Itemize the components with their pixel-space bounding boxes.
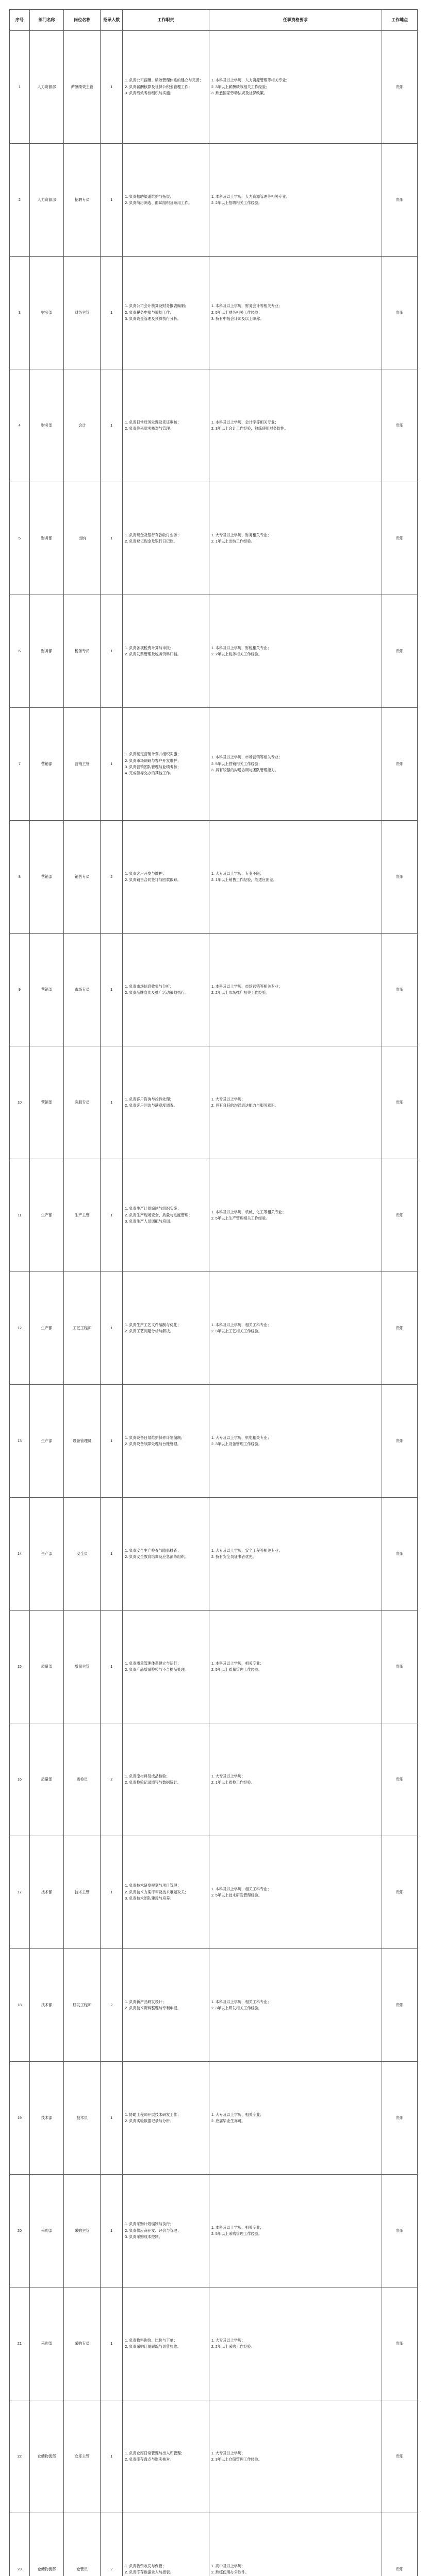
duty-line: 1. 负责技术研发规划与项目管理； xyxy=(125,1883,181,1888)
duty-line: 2. 负责产品质量检验与不合格品处理。 xyxy=(125,1667,189,1672)
cell-location: 贵阳 xyxy=(382,821,418,934)
cell-requirement xyxy=(209,2287,382,2400)
table-row xyxy=(10,1723,418,1836)
cell-requirement xyxy=(209,31,382,144)
duty-line: 3. 负责绩效考核组织与实施。 xyxy=(125,91,174,96)
duty-line: 2. 负责采购订单跟踪与到货验收。 xyxy=(125,2344,181,2349)
table-row xyxy=(10,1385,418,1498)
cell-dept: 营销部 xyxy=(29,1046,64,1159)
requirement-line: 1. 本科及以上学历，相关工科专业； xyxy=(211,1999,271,2004)
cell-position: 生产主管 xyxy=(64,1159,101,1272)
cell-dept: 生产部 xyxy=(29,1159,64,1272)
cell-location: 贵阳 xyxy=(382,369,418,482)
cell-seq: 23 xyxy=(10,2513,30,2576)
duty-line: 1. 负责生产计划编制与组织实施； xyxy=(125,1206,181,1211)
duty-line: 1. 负责客户开发与维护； xyxy=(125,871,167,876)
duty-line: 1. 负责安全生产检查与隐患排查； xyxy=(125,1548,181,1553)
cell-dept: 人力资源部 xyxy=(29,31,64,144)
cell-position: 技术员 xyxy=(64,2062,101,2175)
cell-duty xyxy=(123,482,209,595)
cell-seq: 11 xyxy=(10,1159,30,1272)
duty-line: 1. 负责现金及银行存款收付业务； xyxy=(125,532,181,537)
cell-duty xyxy=(123,595,209,708)
cell-location: 贵阳 xyxy=(382,257,418,369)
cell-dept: 仓储物流部 xyxy=(29,2400,64,2513)
cell-count: 1 xyxy=(101,1272,123,1385)
cell-dept: 生产部 xyxy=(29,1272,64,1385)
cell-position: 技术主管 xyxy=(64,1836,101,1949)
cell-requirement xyxy=(209,708,382,821)
requirement-line: 2. 熟练使用办公软件。 xyxy=(211,2570,249,2574)
cell-location: 贵阳 xyxy=(382,482,418,595)
duty-line: 3. 负责营销团队管理与业绩考核； xyxy=(125,765,181,769)
header-position: 岗位名称 xyxy=(64,10,101,31)
duty-line: 2. 负责登记现金及银行日记账。 xyxy=(125,539,177,544)
duty-line: 3. 负责生产人员调配与培训。 xyxy=(125,1219,174,1224)
requirement-line: 3. 持有中级会计师及以上职称。 xyxy=(211,316,264,321)
duty-line: 2. 负责库存数据录入与报表。 xyxy=(125,2570,174,2574)
duty-line: 2. 负责技术资料整理与专利申报。 xyxy=(125,2006,181,2010)
cell-seq: 15 xyxy=(10,1611,30,1723)
cell-requirement xyxy=(209,144,382,257)
table-row xyxy=(10,482,418,595)
requirement-line: 1. 本科及以上学历，会计学等相关专业； xyxy=(211,419,279,425)
cell-count: 1 xyxy=(101,257,123,369)
cell-seq: 18 xyxy=(10,1949,30,2062)
cell-duty xyxy=(123,934,209,1046)
cell-seq: 5 xyxy=(10,482,30,595)
cell-location: 贵阳 xyxy=(382,2400,418,2513)
cell-position: 工艺工程师 xyxy=(64,1272,101,1385)
cell-position: 市场专员 xyxy=(64,934,101,1046)
duty-line: 2. 负责往来款项核对与管理。 xyxy=(125,426,174,431)
cell-duty xyxy=(123,2513,209,2576)
cell-seq: 2 xyxy=(10,144,30,257)
cell-seq: 6 xyxy=(10,595,30,708)
cell-requirement xyxy=(209,1611,382,1723)
duty-line: 2. 负责发票管理及税务资料归档。 xyxy=(125,652,181,656)
cell-count: 1 xyxy=(101,144,123,257)
cell-duty xyxy=(123,257,209,369)
cell-seq: 14 xyxy=(10,1498,30,1611)
requirement-line: 1. 本科及以上学历，相关工科专业； xyxy=(211,1322,271,1327)
requirement-line: 2. 3年以上设备管理工作经验。 xyxy=(211,1442,262,1446)
recruitment-table xyxy=(9,9,418,2576)
duty-line: 1. 负责制定营销计划并组织实施； xyxy=(125,752,181,757)
cell-requirement xyxy=(209,1272,382,1385)
cell-duty xyxy=(123,1498,209,1611)
cell-duty xyxy=(123,31,209,144)
cell-count: 1 xyxy=(101,595,123,708)
cell-requirement xyxy=(209,2400,382,2513)
requirement-line: 3. 熟悉国家劳动法规及社保政策。 xyxy=(211,91,268,96)
duty-line: 2. 负责税务申报与筹划工作； xyxy=(125,310,174,315)
table-row xyxy=(10,2287,418,2400)
requirement-line: 2. 1年以上质检工作经验。 xyxy=(211,1780,255,1785)
cell-position: 薪酬绩效主管 xyxy=(64,31,101,144)
duty-line: 3. 负责采购成本控制。 xyxy=(125,2234,162,2240)
cell-dept: 生产部 xyxy=(29,1498,64,1611)
duty-line: 1. 负责公司薪酬、绩效管理体系的建立与完善； xyxy=(125,78,203,83)
cell-duty xyxy=(123,2287,209,2400)
header-dept: 部门名称 xyxy=(29,10,64,31)
cell-dept: 技术部 xyxy=(29,1836,64,1949)
cell-position: 质检员 xyxy=(64,1723,101,1836)
cell-position: 会计 xyxy=(64,369,101,482)
cell-count: 2 xyxy=(101,1723,123,1836)
cell-requirement xyxy=(209,2062,382,2175)
duty-line: 1. 负责质量管理体系建立与运行； xyxy=(125,1660,181,1666)
table-row xyxy=(10,1949,418,2062)
duty-line: 1. 负责市场信息收集与分析； xyxy=(125,984,174,989)
duty-line: 1. 负责客户咨询与投诉处理； xyxy=(125,1096,174,1101)
requirement-line: 1. 大专及以上学历； xyxy=(211,2450,245,2455)
requirement-line: 1. 大专及以上学历； xyxy=(211,1773,245,1778)
requirement-line: 2. 3年以上研发相关工作经验。 xyxy=(211,2006,262,2010)
cell-seq: 17 xyxy=(10,1836,30,1949)
requirement-line: 1. 本科及以上学历，相关专业； xyxy=(211,2225,264,2230)
requirement-line: 1. 本科及以上学历，财税相关专业； xyxy=(211,645,271,650)
duty-line: 1. 负责采购计划编制与执行； xyxy=(125,2222,174,2227)
cell-duty xyxy=(123,1836,209,1949)
duty-line: 2. 负责生产现场安全、质量与进度管理； xyxy=(125,1212,192,1217)
cell-count: 1 xyxy=(101,1046,123,1159)
requirement-line: 1. 高中及以上学历； xyxy=(211,2563,245,2568)
requirement-line: 2. 3年以上薪酬绩效相关工作经验； xyxy=(211,84,270,89)
table-row xyxy=(10,144,418,257)
cell-position: 财务主管 xyxy=(64,257,101,369)
cell-duty xyxy=(123,708,209,821)
requirement-line: 1. 本科及以上学历，财务会计等相关专业； xyxy=(211,303,283,309)
duty-line: 1. 负责原材料及成品检验； xyxy=(125,1773,170,1778)
requirement-line: 1. 大专及以上学历，专业不限； xyxy=(211,871,264,876)
table-row xyxy=(10,821,418,934)
table-row xyxy=(10,1836,418,1949)
duty-line: 1. 负责生产工艺文件编制与优化； xyxy=(125,1322,181,1327)
requirement-line: 2. 持有安全员证书者优先。 xyxy=(211,1554,256,1559)
cell-position: 出纳 xyxy=(64,482,101,595)
cell-location: 贵阳 xyxy=(382,1498,418,1611)
duty-line: 2. 负责安全教育培训及应急演练组织。 xyxy=(125,1554,189,1559)
cell-dept: 采购部 xyxy=(29,2175,64,2287)
cell-count: 1 xyxy=(101,1498,123,1611)
requirement-line: 3. 具有较强的沟通协调与团队管理能力。 xyxy=(211,768,279,773)
cell-requirement xyxy=(209,821,382,934)
requirement-line: 2. 3年以上会计工作经验，熟练使用财务软件。 xyxy=(211,426,288,431)
cell-count: 1 xyxy=(101,2287,123,2400)
duty-line: 1. 负责仓库日常管理与出入库管理； xyxy=(125,2450,185,2455)
cell-seq: 4 xyxy=(10,369,30,482)
cell-position: 客服专员 xyxy=(64,1046,101,1159)
table-row xyxy=(10,1272,418,1385)
cell-requirement xyxy=(209,1498,382,1611)
cell-location: 贵阳 xyxy=(382,2175,418,2287)
duty-line: 2. 负责薪酬核算及社保公积金管理工作； xyxy=(125,84,192,89)
cell-duty xyxy=(123,369,209,482)
cell-position: 采购主管 xyxy=(64,2175,101,2287)
duty-line: 2. 负责工艺问题分析与解决。 xyxy=(125,1329,174,1333)
requirement-line: 1. 本科及以上学历，人力资源管理等相关专业； xyxy=(211,194,290,199)
cell-duty xyxy=(123,821,209,934)
cell-requirement xyxy=(209,1949,382,2062)
cell-requirement xyxy=(209,1836,382,1949)
cell-dept: 质量部 xyxy=(29,1611,64,1723)
requirement-line: 2. 2年以上市场推广相关工作经验。 xyxy=(211,990,270,995)
cell-dept: 质量部 xyxy=(29,1723,64,1836)
duty-line: 1. 负责物资收发与保管； xyxy=(125,2563,167,2568)
requirement-line: 2. 5年以上技术研发管理经验。 xyxy=(211,1893,262,1897)
duty-line: 2. 负责客户回访与满意度调查。 xyxy=(125,1103,177,1108)
cell-count: 1 xyxy=(101,934,123,1046)
table-row xyxy=(10,2062,418,2175)
cell-location: 贵阳 xyxy=(382,2062,418,2175)
cell-count: 1 xyxy=(101,369,123,482)
cell-count: 1 xyxy=(101,1611,123,1723)
requirement-line: 1. 本科及以上学历，相关专业； xyxy=(211,1660,264,1666)
cell-duty xyxy=(123,1723,209,1836)
cell-dept: 仓储物流部 xyxy=(29,2513,64,2576)
cell-position: 采购专员 xyxy=(64,2287,101,2400)
header-requirement: 任职资格要求 xyxy=(209,10,382,31)
cell-dept: 生产部 xyxy=(29,1385,64,1498)
cell-dept: 技术部 xyxy=(29,2062,64,2175)
cell-seq: 22 xyxy=(10,2400,30,2513)
requirement-line: 1. 大专及以上学历，机电相关专业； xyxy=(211,1435,271,1440)
duty-line: 1. 负责招聘渠道维护与拓展； xyxy=(125,194,174,199)
cell-location: 贵阳 xyxy=(382,708,418,821)
cell-requirement xyxy=(209,1046,382,1159)
requirement-line: 1. 大专及以上学历； xyxy=(211,2337,245,2343)
requirement-line: 2. 1年以上出纳工作经验。 xyxy=(211,539,255,544)
cell-seq: 9 xyxy=(10,934,30,1046)
cell-location: 贵阳 xyxy=(382,1611,418,1723)
requirement-line: 1. 大专及以上学历，安全工程等相关专业； xyxy=(211,1548,283,1553)
cell-position: 销售专员 xyxy=(64,821,101,934)
cell-seq: 12 xyxy=(10,1272,30,1385)
cell-position: 仓管员 xyxy=(64,2513,101,2576)
table-header-row xyxy=(10,10,418,31)
cell-seq: 13 xyxy=(10,1385,30,1498)
cell-position: 招聘专员 xyxy=(64,144,101,257)
table-row xyxy=(10,595,418,708)
cell-seq: 19 xyxy=(10,2062,30,2175)
cell-location: 贵阳 xyxy=(382,2513,418,2576)
table-row xyxy=(10,1046,418,1159)
cell-count: 1 xyxy=(101,2175,123,2287)
cell-location: 贵阳 xyxy=(382,1836,418,1949)
header-duty: 工作职责 xyxy=(123,10,209,31)
cell-dept: 技术部 xyxy=(29,1949,64,2062)
duty-line: 2. 负责实验数据记录与分析。 xyxy=(125,2119,174,2123)
requirement-line: 2. 5年以上采购管理工作经验。 xyxy=(211,2231,262,2236)
cell-position: 税务专员 xyxy=(64,595,101,708)
duty-line: 4. 完成领导交办的其他工作。 xyxy=(125,771,174,776)
duty-line: 3. 负责技术团队建设与培养。 xyxy=(125,1896,174,1901)
duty-line: 2. 负责检验记录填写与数据统计。 xyxy=(125,1780,181,1785)
duty-line: 1. 负责公司会计核算及财务报表编制； xyxy=(125,303,189,309)
requirement-line: 2. 5年以上生产管理相关工作经验。 xyxy=(211,1216,270,1221)
cell-duty xyxy=(123,1046,209,1159)
table-row xyxy=(10,1611,418,1723)
cell-duty xyxy=(123,1159,209,1272)
cell-duty xyxy=(123,1611,209,1723)
cell-requirement xyxy=(209,1723,382,1836)
cell-duty xyxy=(123,1385,209,1498)
cell-requirement xyxy=(209,257,382,369)
duty-line: 1. 负责日常账务处理及凭证审核； xyxy=(125,419,181,425)
table-row xyxy=(10,934,418,1046)
cell-seq: 16 xyxy=(10,1723,30,1836)
cell-location: 贵阳 xyxy=(382,934,418,1046)
requirement-line: 1. 本科及以上学历，市场营销等相关专业； xyxy=(211,984,283,989)
cell-dept: 财务部 xyxy=(29,257,64,369)
table-row xyxy=(10,2175,418,2287)
cell-seq: 10 xyxy=(10,1046,30,1159)
cell-location: 贵阳 xyxy=(382,31,418,144)
cell-duty xyxy=(123,144,209,257)
cell-count: 1 xyxy=(101,31,123,144)
header-location: 工作地点 xyxy=(382,10,418,31)
cell-location: 贵阳 xyxy=(382,1159,418,1272)
cell-duty xyxy=(123,2062,209,2175)
cell-duty xyxy=(123,2175,209,2287)
header-count: 招录人数 xyxy=(101,10,123,31)
cell-seq: 21 xyxy=(10,2287,30,2400)
cell-dept: 营销部 xyxy=(29,821,64,934)
cell-location: 贵阳 xyxy=(382,144,418,257)
table-row xyxy=(10,1498,418,1611)
cell-requirement xyxy=(209,1159,382,1272)
requirement-line: 2. 5年以上财务相关工作经验； xyxy=(211,310,262,315)
duty-line: 2. 负责供应商开发、评价与管理； xyxy=(125,2228,181,2233)
cell-count: 1 xyxy=(101,1836,123,1949)
table-row xyxy=(10,1159,418,1272)
cell-position: 营销主管 xyxy=(64,708,101,821)
requirement-line: 2. 具有良好的沟通表达能力与服务意识。 xyxy=(211,1103,279,1108)
duty-line: 1. 负责各项税费计算与申报； xyxy=(125,645,174,650)
cell-count: 1 xyxy=(101,482,123,595)
cell-location: 贵阳 xyxy=(382,2287,418,2400)
table-row xyxy=(10,369,418,482)
requirement-line: 2. 5年以上质量管理工作经验。 xyxy=(211,1667,262,1672)
requirement-line: 2. 3年以上仓储管理工作经验。 xyxy=(211,2457,262,2462)
cell-requirement xyxy=(209,934,382,1046)
cell-seq: 1 xyxy=(10,31,30,144)
duty-line: 1. 负责物料询价、比价与下单； xyxy=(125,2337,177,2343)
duty-line: 2. 负责库存盘点与账实核对。 xyxy=(125,2457,174,2462)
cell-dept: 采购部 xyxy=(29,2287,64,2400)
requirement-line: 2. 应届毕业生亦可。 xyxy=(211,2119,245,2123)
duty-line: 2. 负责品牌宣传及推广活动策划执行。 xyxy=(125,990,189,995)
cell-dept: 营销部 xyxy=(29,934,64,1046)
cell-requirement xyxy=(209,2175,382,2287)
cell-count: 1 xyxy=(101,1385,123,1498)
duty-line: 2. 负责简历筛选、面试组织及录用工作。 xyxy=(125,200,192,205)
requirement-line: 1. 本科及以上学历，市场营销等相关专业； xyxy=(211,755,283,760)
requirement-line: 1. 本科及以上学历，相关工科专业； xyxy=(211,1886,271,1891)
cell-requirement xyxy=(209,595,382,708)
duty-line: 3. 负责资金管理及预算执行分析。 xyxy=(125,316,181,321)
header-seq: 序号 xyxy=(10,10,30,31)
cell-location: 贵阳 xyxy=(382,595,418,708)
cell-location: 贵阳 xyxy=(382,1046,418,1159)
requirement-line: 2. 3年以上工艺相关工作经验。 xyxy=(211,1329,262,1333)
cell-dept: 财务部 xyxy=(29,595,64,708)
requirement-line: 1. 本科及以上学历，人力资源管理等相关专业； xyxy=(211,78,290,83)
cell-requirement xyxy=(209,369,382,482)
cell-seq: 20 xyxy=(10,2175,30,2287)
cell-count: 1 xyxy=(101,2062,123,2175)
duty-line: 2. 负责设备故障处理与台账管理。 xyxy=(125,1442,181,1446)
duty-line: 2. 负责销售合同签订与回款跟踪。 xyxy=(125,877,181,882)
cell-seq: 3 xyxy=(10,257,30,369)
cell-duty xyxy=(123,1272,209,1385)
requirement-line: 1. 本科及以上学历，机械、化工等相关专业； xyxy=(211,1209,286,1214)
cell-location: 贵阳 xyxy=(382,1272,418,1385)
cell-dept: 财务部 xyxy=(29,369,64,482)
cell-dept: 营销部 xyxy=(29,708,64,821)
cell-dept: 人力资源部 xyxy=(29,144,64,257)
cell-count: 1 xyxy=(101,708,123,821)
cell-requirement xyxy=(209,2513,382,2576)
cell-count: 2 xyxy=(101,2513,123,2576)
cell-position: 设备管理员 xyxy=(64,1385,101,1498)
cell-count: 2 xyxy=(101,821,123,934)
cell-duty xyxy=(123,2400,209,2513)
requirement-line: 2. 2年以上招聘相关工作经验。 xyxy=(211,200,262,205)
requirement-line: 1. 大专及以上学历，财务相关专业； xyxy=(211,532,271,537)
cell-dept: 财务部 xyxy=(29,482,64,595)
cell-location: 贵阳 xyxy=(382,1385,418,1498)
cell-location: 贵阳 xyxy=(382,1949,418,2062)
duty-line: 2. 负责市场调研与客户开发维护； xyxy=(125,758,181,763)
requirement-line: 2. 2年以上采购工作经验。 xyxy=(211,2344,255,2349)
table-body xyxy=(10,31,418,2576)
cell-count: 2 xyxy=(101,1949,123,2062)
cell-requirement xyxy=(209,482,382,595)
table-row xyxy=(10,2513,418,2576)
cell-position: 研发工程师 xyxy=(64,1949,101,2062)
table-row xyxy=(10,31,418,144)
cell-duty xyxy=(123,1949,209,2062)
cell-location: 贵阳 xyxy=(382,1723,418,1836)
cell-seq: 8 xyxy=(10,821,30,934)
requirement-line: 2. 5年以上营销相关工作经验； xyxy=(211,761,262,766)
cell-count: 1 xyxy=(101,1159,123,1272)
cell-position: 质量主管 xyxy=(64,1611,101,1723)
table-row xyxy=(10,2400,418,2513)
cell-position: 安全员 xyxy=(64,1498,101,1611)
requirement-line: 1. 大专及以上学历； xyxy=(211,1096,245,1101)
cell-count: 1 xyxy=(101,2400,123,2513)
cell-seq: 7 xyxy=(10,708,30,821)
requirement-line: 1. 大专及以上学历，相关专业； xyxy=(211,2112,264,2117)
cell-requirement xyxy=(209,1385,382,1498)
requirement-line: 2. 1年以上销售工作经验，能适应出差。 xyxy=(211,877,277,882)
duty-line: 1. 负责设备日常维护保养计划编制； xyxy=(125,1435,185,1440)
duty-line: 1. 负责新产品研发设计； xyxy=(125,1999,167,2004)
duty-line: 1. 协助工程师开展技术研发工作； xyxy=(125,2112,181,2117)
requirement-line: 2. 2年以上税务相关工作经验。 xyxy=(211,652,262,656)
table-row xyxy=(10,708,418,821)
cell-position: 仓库主管 xyxy=(64,2400,101,2513)
duty-line: 2. 负责技术方案评审及技术难题攻关； xyxy=(125,1889,189,1894)
table-row xyxy=(10,257,418,369)
